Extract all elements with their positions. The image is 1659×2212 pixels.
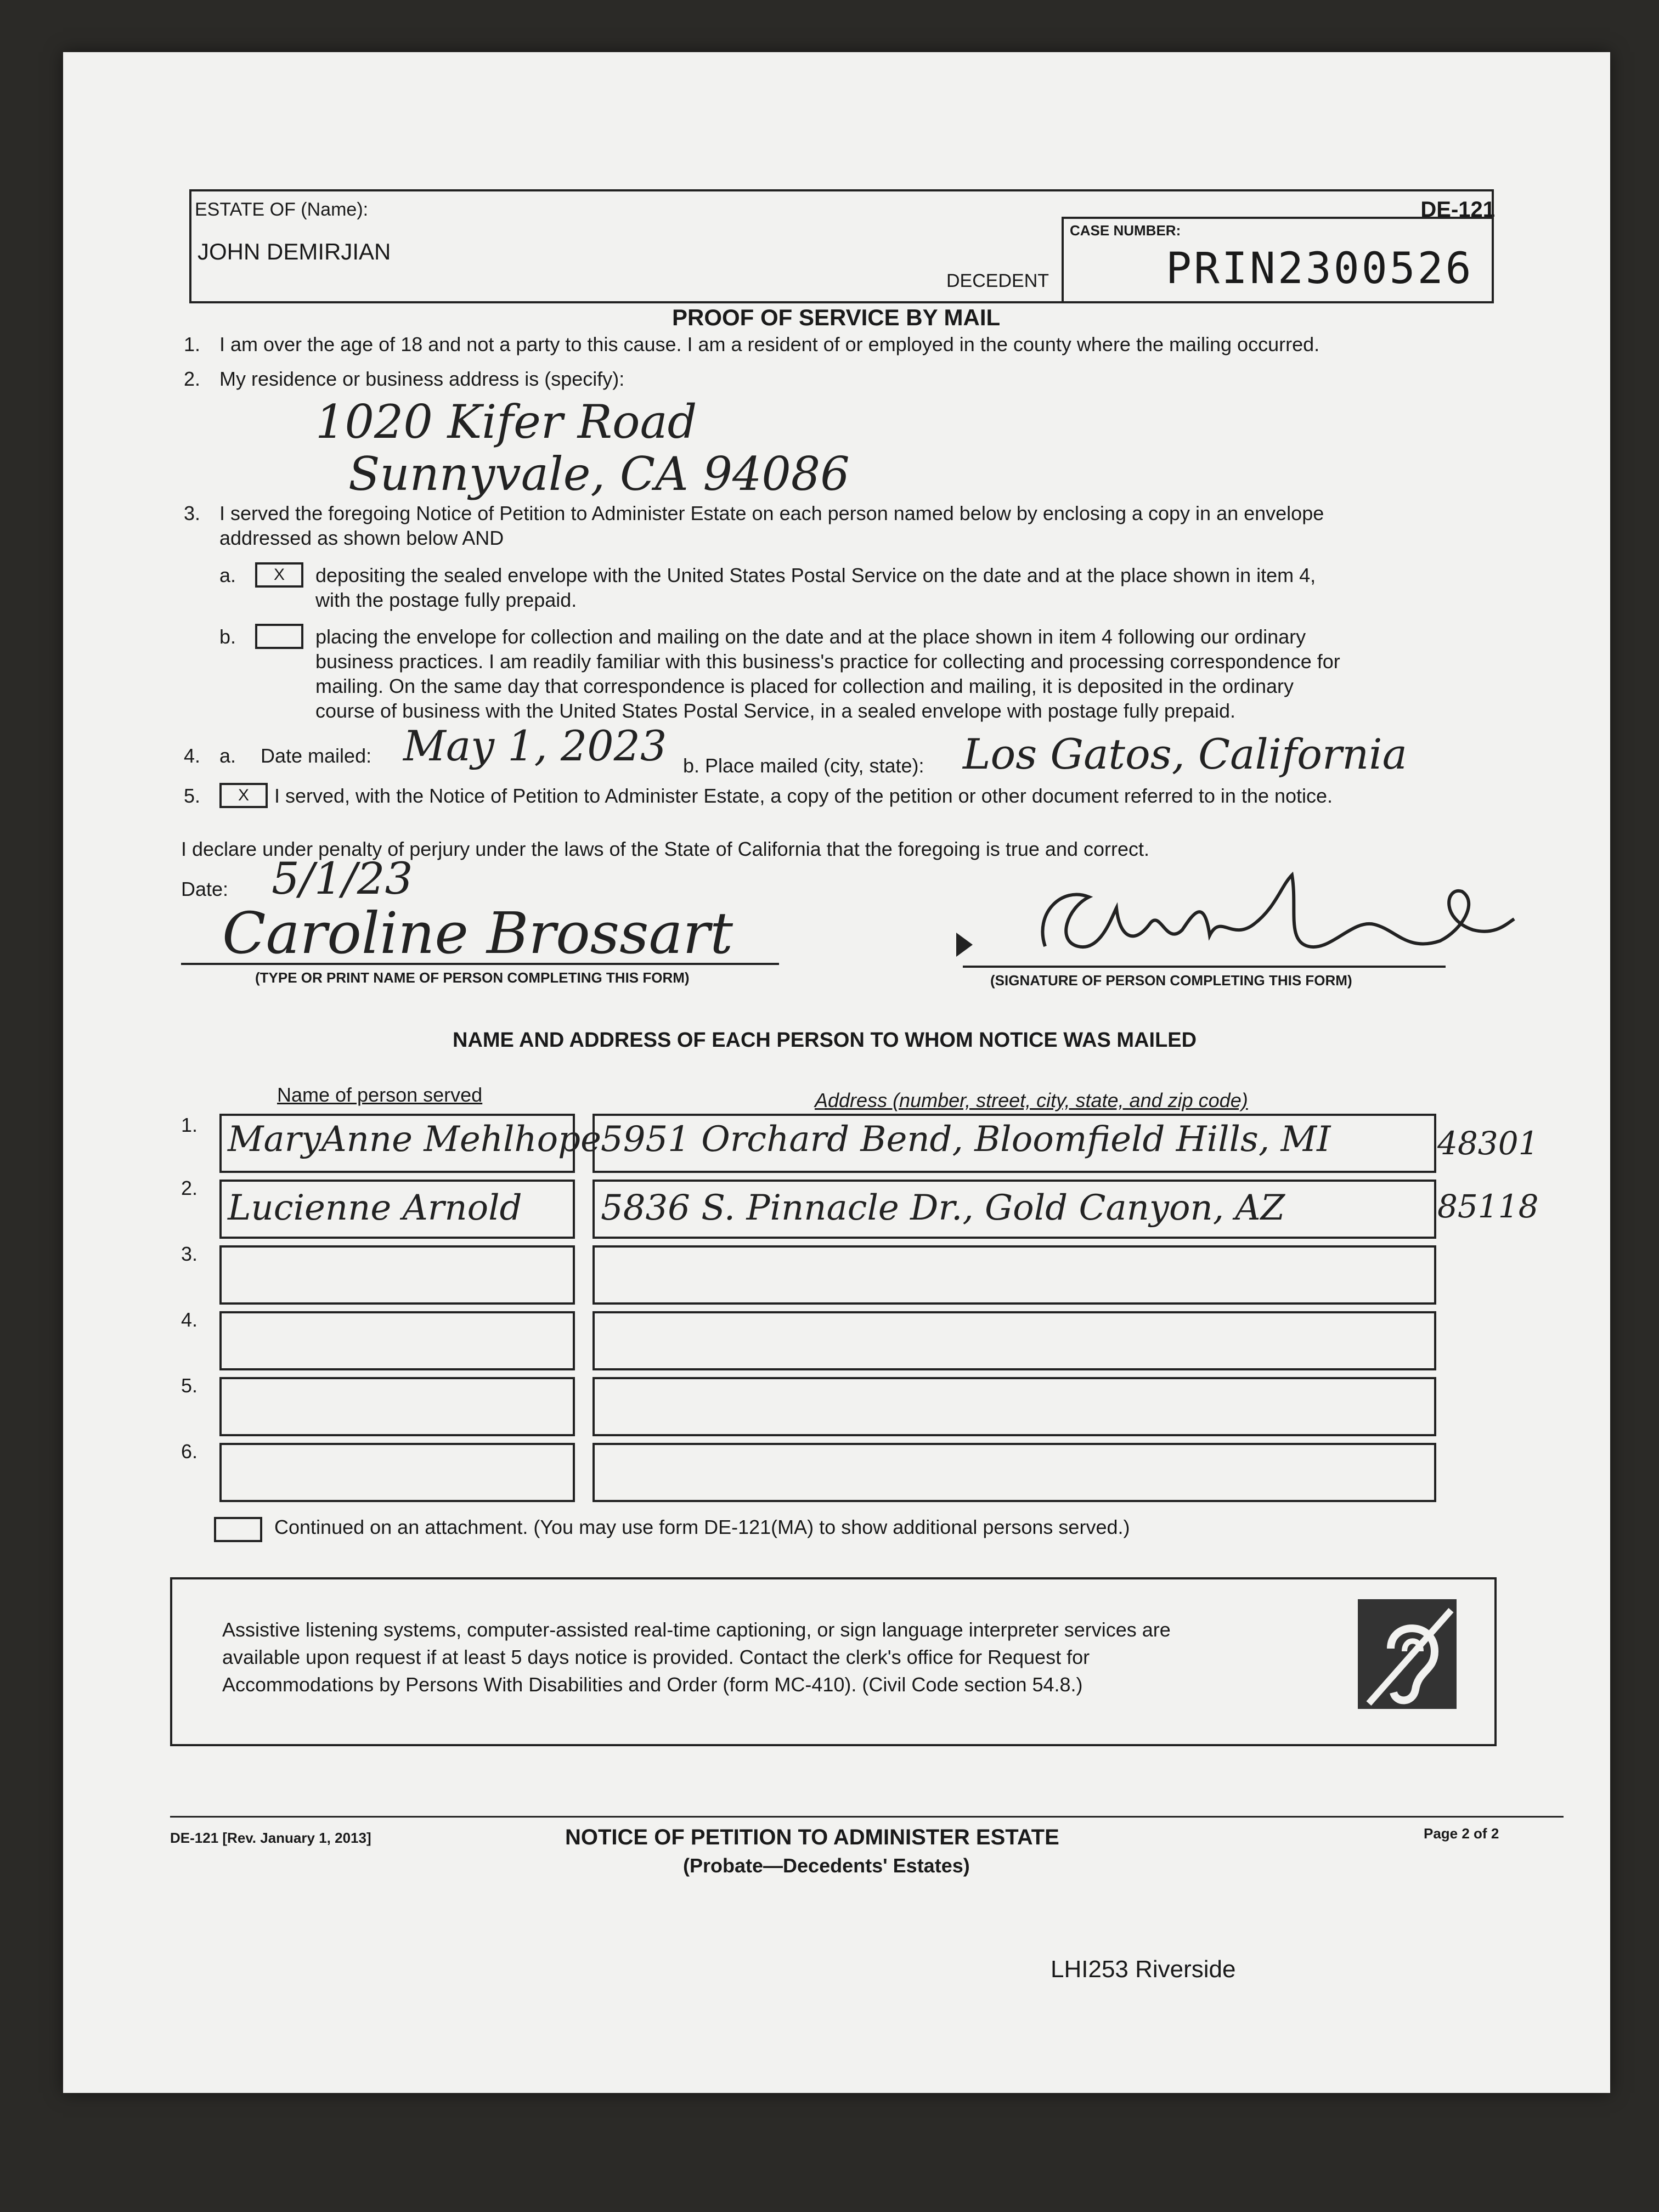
- checkbox-continued[interactable]: [214, 1517, 262, 1542]
- decedent-label: DECEDENT: [946, 270, 1049, 291]
- signature-arrow-icon: [956, 933, 973, 957]
- option-b-line-1: placing the envelope for collection and mailing on the date and at the place shown in item 4 following our ordinary: [315, 625, 1306, 648]
- estate-label: ESTATE OF (Name):: [195, 199, 369, 220]
- served-name-box[interactable]: [219, 1443, 575, 1502]
- served-name-2: Lucienne Arnold: [228, 1188, 522, 1228]
- continued-text: Continued on an attachment. (You may use form DE-121(MA) to show additional persons served.): [274, 1516, 1130, 1538]
- residence-address-line-2: Sunnyvale, CA 94086: [348, 447, 850, 501]
- item-2-text: My residence or business address is (specify):: [219, 368, 625, 390]
- option-a-line-2: with the postage fully prepaid.: [315, 589, 577, 611]
- served-address-2: 5836 S. Pinnacle Dr., Gold Canyon, AZ: [601, 1188, 1285, 1228]
- footer-stamp: LHI253 Riverside: [1051, 1956, 1236, 1983]
- hearing-assistance-icon: [1358, 1599, 1457, 1709]
- signature-caption: (SIGNATURE OF PERSON COMPLETING THIS FORM): [990, 972, 1352, 989]
- estate-name: JOHN DEMIRJIAN: [198, 239, 391, 264]
- item-5-text: I served, with the Notice of Petition to Administer Estate, a copy of the petition or other document referred to in the notice.: [274, 785, 1333, 807]
- case-number-stamp: PRIN2300526: [1166, 244, 1474, 294]
- option-b-line-4: course of business with the United States Postal Service, in a sealed envelope with postage fully prepaid.: [315, 699, 1235, 722]
- printed-name-caption: (TYPE OR PRINT NAME OF PERSON COMPLETING THIS FORM): [255, 969, 690, 986]
- served-address-box[interactable]: [592, 1245, 1436, 1305]
- signature-image: [1023, 864, 1517, 974]
- checkbox-item-5[interactable]: X: [219, 783, 268, 808]
- case-number-label: CASE NUMBER:: [1070, 222, 1181, 239]
- served-name-box[interactable]: [219, 1311, 575, 1370]
- printed-name-value: Caroline Brossart: [222, 900, 733, 967]
- option-b-line-3: mailing. On the same day that correspondence is placed for collection and mailing, it is deposited in the ordinary: [315, 675, 1294, 697]
- place-mailed-label: b. Place mailed (city, state):: [683, 754, 924, 777]
- footer-revision: DE-121 [Rev. January 1, 2013]: [170, 1830, 371, 1846]
- served-section-title: NAME AND ADDRESS OF EACH PERSON TO WHOM NOTICE WAS MAILED: [453, 1029, 1197, 1052]
- served-zip-2: 85118: [1437, 1188, 1539, 1225]
- place-mailed-value: Los Gatos, California: [963, 730, 1407, 778]
- checkbox-placing[interactable]: [255, 624, 303, 649]
- served-address-box[interactable]: [592, 1377, 1436, 1436]
- notice-line-2: available upon request if at least 5 days notice is provided. Contact the clerk's office for Request for: [222, 1646, 1090, 1668]
- footer-subtitle: (Probate—Decedents' Estates): [683, 1854, 970, 1877]
- residence-address-line-1: 1020 Kifer Road: [315, 395, 697, 449]
- address-column-header: Address (number, street, city, state, and zip code): [815, 1089, 1248, 1111]
- checkbox-depositing[interactable]: X: [255, 562, 303, 588]
- notice-line-3: Accommodations by Persons With Disabilities and Order (form MC-410). (Civil Code section 54.8.): [222, 1673, 1083, 1696]
- notice-line-1: Assistive listening systems, computer-assisted real-time captioning, or sign language interpreter services are: [222, 1618, 1171, 1641]
- proof-title: PROOF OF SERVICE BY MAIL: [672, 304, 1001, 330]
- footer-rule: [170, 1816, 1564, 1818]
- item-3-line-1: I served the foregoing Notice of Petition to Administer Estate on each person named below by enclosing a copy in an envelope: [219, 502, 1324, 524]
- declaration-text: I declare under penalty of perjury under the laws of the State of California that the foregoing is true and correct.: [181, 838, 1150, 860]
- option-a-line-1: depositing the sealed envelope with the United States Postal Service on the date and at the place shown in item 4,: [315, 564, 1316, 586]
- date-signed-value: 5/1/23: [272, 853, 413, 904]
- served-name-1: MaryAnne Mehlhope: [228, 1119, 601, 1160]
- served-address-box[interactable]: [592, 1311, 1436, 1370]
- option-b-line-2: business practices. I am readily familiar with this business's practice for collecting and processing correspondence for: [315, 650, 1340, 673]
- name-column-header: Name of person served: [277, 1084, 483, 1106]
- footer-title: NOTICE OF PETITION TO ADMINISTER ESTATE: [565, 1825, 1059, 1849]
- form-paper: DE-121 ESTATE OF (Name): JOHN DEMIRJIAN DECEDENT CASE NUMBER: PRIN2300526 PROOF OF SERVICE BY MAIL 1. I am over the age of 18 and not a party to this cause. I am a resident of or employed in the county where the mailing occurred. 2. My residence or business address is (specify): 1020 Kifer Road Sunnyvale, CA 94086 3. I served the foregoing Notice of Petition to Administer Estate on each person named below by enclosing a copy in an envelope addressed as shown below AND a. X depositing the sealed envelope with the United States Postal Service on the date and at the place shown in item 4, with the postage fully prepaid. b. placing the envelope for collection and mailing on the date and at the place shown in item 4 following our ordinary business practices. I am readily familiar with this business's practice for collecting and processing correspondence for mailing. On the same day that correspondence is placed for collection and mailing, it is deposited in the ordinary course of business with the United States Postal Service, in a sealed envelope with postage fully prepaid. 4. a. Date mailed: May 1, 2023 b. Place mailed (city, state): Los Gatos, California 5. X I served, with the Notice of Petition to Administer Estate, a copy of the petition or other document referred to in the notice. I declare under penalty of perjury under the laws of the State of California that the foregoing is true and correct. Date: 5/1/23 Caroline Brossart (TYPE OR PRINT NAME OF PERSON COMPLETING THIS FORM) (SIGNATURE OF PERSON COMPLETING THIS FORM) NAME AND ADDRESS OF EACH PERSON TO WHOM NOTICE WAS MAILED Name of person served Address (number, street, city, state, and zip code) 1. MaryAnne Mehlhope 5951 Orchard Bend, Bloomfield Hills, MI 48301 2. Lucienne Arnold 5836 S. Pinnacle Dr., Gold Canyon, AZ 85118 3. 4. 5. 6. Continued on an attachment. (You may use form DE-121(MA) to show additional persons served.) Assistive listening systems, computer-assisted real-time captioning, or sign language interpreter services are available upon request if at least 5 days notice is provided. Contact the clerk's office for Request for Accommodations by Persons With Disabilities and Order (form MC-410). (Civil Code section 54.8.) DE-121 [Rev. January 1, 2013] NOTICE OF PETITION TO ADMINISTER ESTATE (Probate—Decedents' Estates) Page 2 of 2 LHI253 Riverside: [63, 52, 1610, 2093]
- printed-name-line: [181, 963, 779, 965]
- item-3-line-2: addressed as shown below AND: [219, 527, 504, 549]
- served-address-box[interactable]: [592, 1443, 1436, 1502]
- date-signed-label: Date:: [181, 878, 229, 900]
- date-mailed-label: Date mailed:: [261, 744, 372, 767]
- served-address-1: 5951 Orchard Bend, Bloomfield Hills, MI: [601, 1119, 1331, 1160]
- served-name-box[interactable]: [219, 1245, 575, 1305]
- signature-line: [963, 966, 1446, 968]
- served-name-box[interactable]: [219, 1377, 575, 1436]
- date-mailed-value: May 1, 2023: [403, 721, 667, 770]
- item-1-text: I am over the age of 18 and not a party to this cause. I am a resident of or employed in the county where the mailing occurred.: [219, 333, 1320, 356]
- footer-page-number: Page 2 of 2: [1424, 1825, 1499, 1842]
- served-zip-1: 48301: [1437, 1125, 1539, 1162]
- form-number: DE-121: [1420, 198, 1495, 222]
